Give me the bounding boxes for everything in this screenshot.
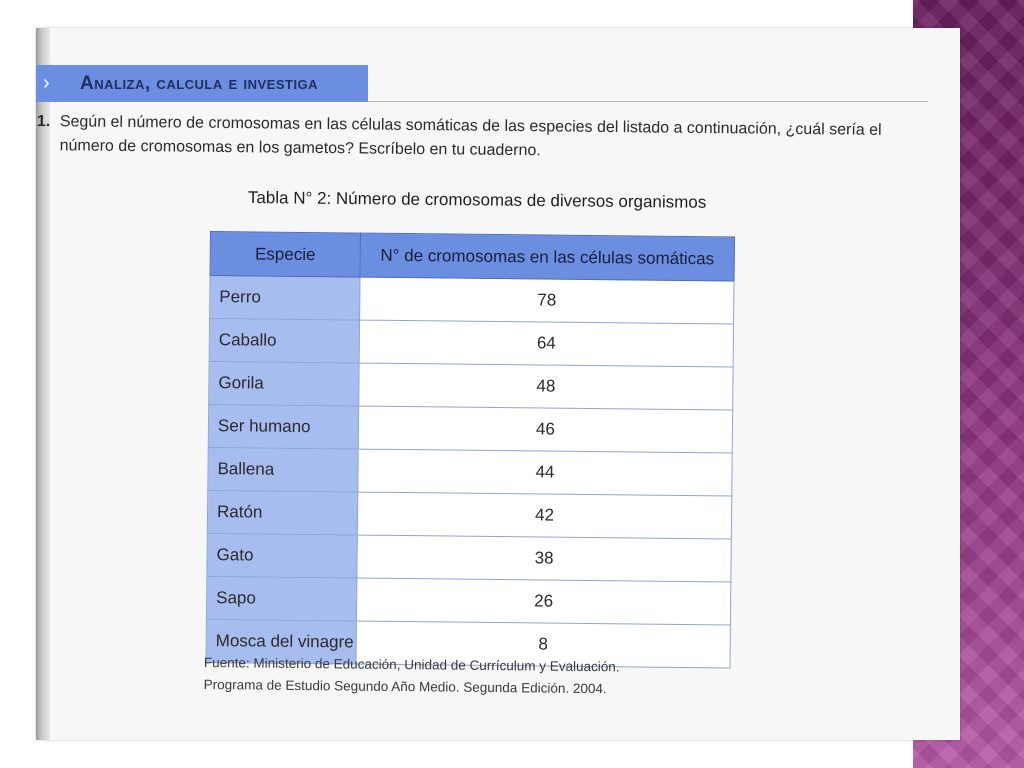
- page-binding-edge: [36, 28, 50, 740]
- section-title: Analiza, calcula e investiga: [80, 73, 319, 94]
- species-cell: Gorila: [209, 361, 359, 406]
- chromosome-count-cell: 78: [360, 277, 734, 324]
- source-citation: [204, 652, 620, 700]
- table-row: [208, 404, 732, 452]
- header-rule: [368, 101, 928, 102]
- table-title: Tabla N° 2: Número de cromosomas de diversos organismos: [247, 188, 707, 212]
- chromosome-count-cell: 44: [358, 449, 732, 496]
- chromosome-count-cell: 46: [358, 406, 732, 453]
- species-cell: Mosca del vinagre: [206, 619, 356, 664]
- chevron-right-icon: ›: [43, 72, 50, 94]
- species-cell: Gato: [207, 533, 357, 578]
- question-number: 1.: [36, 113, 51, 131]
- species-cell: Ballena: [208, 447, 358, 492]
- question-text: Según el número de cromosomas en las células somáticas de las especies del listado a continuación, ¿cuál sería el número de cromosomas en los gametos? Escríbelo en tu cuaderno.: [59, 113, 882, 160]
- scanned-textbook-page: [36, 28, 960, 740]
- source-line-2: Programa de Estudio Segundo Año Medio. Segunda Edición. 2004.: [203, 676, 607, 697]
- species-cell: Caballo: [209, 319, 359, 364]
- table-row: [209, 319, 733, 367]
- table-row: [206, 576, 730, 624]
- chromosome-count-cell: 8: [356, 621, 730, 668]
- species-cell: Ser humano: [208, 404, 358, 449]
- question-block: [36, 110, 936, 160]
- chromosome-count-cell: 48: [359, 363, 733, 410]
- table-header-row: [210, 232, 734, 281]
- table-row: [208, 447, 732, 495]
- source-line-1: Fuente: Ministerio de Educación, Unidad de Currículum y Evaluación.: [203, 654, 620, 675]
- chromosome-count-cell: 38: [357, 535, 731, 582]
- chromosome-table-wrapper: [205, 231, 733, 668]
- species-cell: Ratón: [207, 490, 357, 535]
- table-row: [210, 276, 734, 324]
- table-row: [209, 361, 733, 409]
- table-row: [207, 533, 731, 581]
- species-cell: Sapo: [206, 576, 356, 621]
- section-banner: [36, 65, 368, 102]
- header-species: Especie: [210, 232, 360, 278]
- header-chromosome-count: N° de cromosomas en las células somáticas: [360, 233, 734, 281]
- chromosome-count-cell: 26: [356, 578, 730, 625]
- chromosome-table: [205, 231, 734, 668]
- chromosome-count-cell: 42: [357, 492, 731, 539]
- table-row: [207, 490, 731, 538]
- species-cell: Perro: [210, 276, 360, 321]
- chromosome-count-cell: 64: [359, 320, 733, 367]
